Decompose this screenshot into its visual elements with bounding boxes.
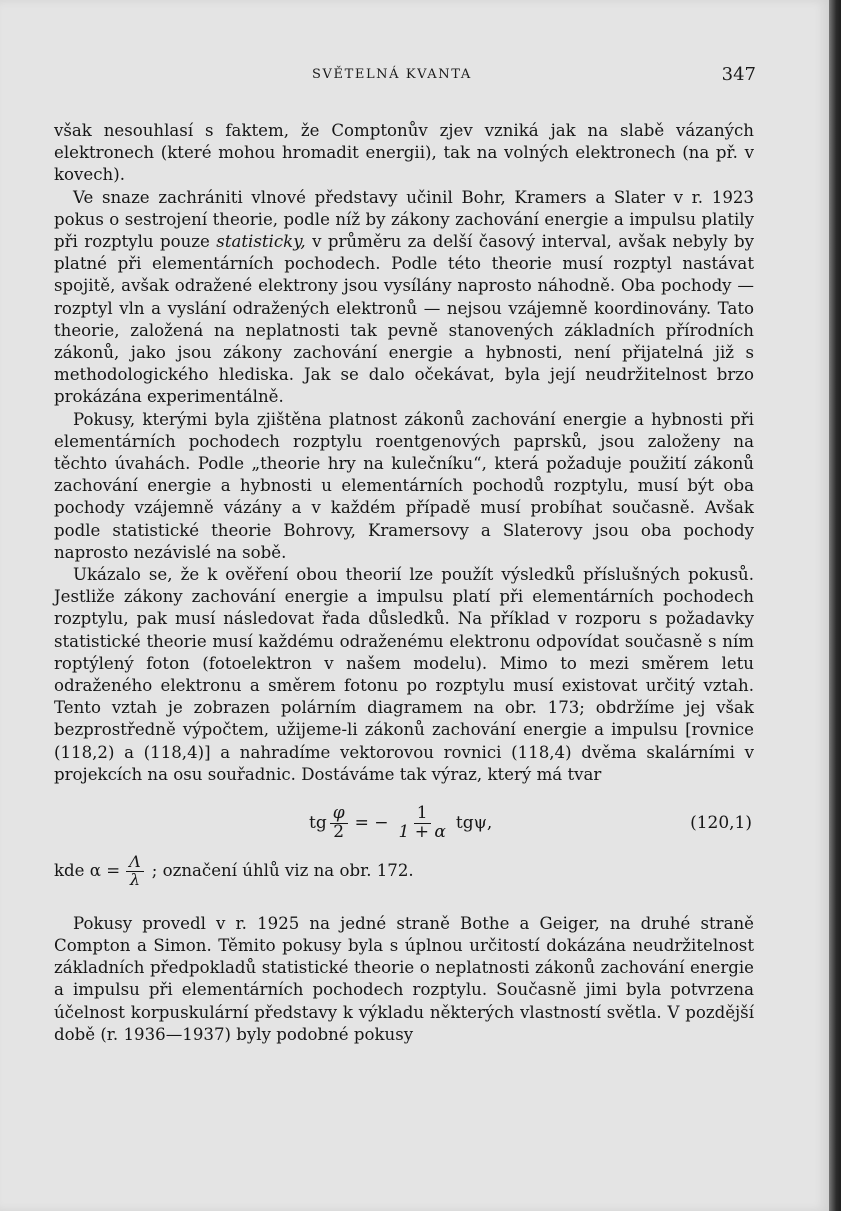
paragraph-2-rest: v průměru za delší časový interval, avšak nebyly by platné při elementárních pochodech. Podle této theorie musí rozptyl nastávat spojitě, avšak odražené elektrony jsou vysílány naprosto náhodně. Oba pochody — rozptyl vln a vyslání odražených elektronů — nejsou vzájemně koordinovány. Tato theorie, založená na neplatnosti tak pevně stanovených základních přírodních zákonů, jako jsou zákony zachování energie a hybnosti, není přijatelná již s methodologického hlediska. Jak se dalo očekávat, byla její neudržitelnost brzo prokázána experimentálně.: [54, 232, 754, 407]
paragraph-1: však nesouhlasí s faktem, že Comptonův zjev vzniká jak na slabě vázaných elektronech (které mohou hromadit energii), tak na volných elektronech (na př. v kovech).: [54, 121, 754, 185]
vertical-spacer: [54, 889, 754, 913]
rhs-term: tgψ,: [455, 812, 493, 833]
equation-body: [309, 796, 492, 850]
paragraph-2-text: Ve snaze zachrániti vlnové představy učinil Bohr, Kramers a Slater v r. 1923 pokus o sestrojení theorie, podle níž by zákony zachování energie a impulsu platily při rozptylu pouze: [54, 187, 754, 252]
body-text: [54, 120, 754, 1046]
page-number: 347: [721, 64, 756, 85]
lhs-function: tg: [309, 812, 327, 833]
paragraph-4: Ukázalo se, že k ověření obou theorií lze použít výsledků příslušných pokusů. Jestliže zákony zachování energie a impulsu platí při elementárních pochodech rozptylu, pak musí následovat řada důsledků. Na příklad v rozporu s požadavky statistické theorie musí každému odraženému elektronu odpovídat současně s ním roptýlený foton (fotoelektron v našem modelu). Mimo to mezi směrem letu odraženého elektronu a směrem fotonu po rozptylu musí existovat určitý vztah. Tento vztah je zobrazen polárním diagramem na obr. 173; obdržíme jej však bezprostředně výpočtem, užijeme-li zákonů zachování energie a impulsu [rovnice (118,2) a (118,4)] a nahradíme vektorovou rovnici (118,4) dvěma skalárními v projekcích na osu souřadnic. Dostáváme tak výraz, který má tvar: [54, 565, 754, 784]
paragraph-2: [54, 187, 754, 409]
definition-suffix: ; označení úhlů viz na obr. 172.: [151, 861, 414, 881]
definition-numerator: Λ: [126, 854, 144, 872]
coefficient-fraction: [396, 802, 449, 842]
equation-120-1: [54, 796, 754, 850]
equation-number: (120,1): [690, 813, 752, 834]
coefficient-denominator: 1 + α: [398, 821, 446, 842]
equals-minus: = −: [354, 812, 389, 833]
paragraph-5: Pokusy provedl v r. 1925 na jedné straně Bothe a Geiger, na druhé straně Compton a Simon. Těmito pokusy byla s úplnou určitostí dokázána neudržitelnost základních předpokladů statistické theorie o neplatnosti zákonů zachování energie a impulsu při elementárních pochodech rozptylu. Současně jimi byla potvrzena účelnost korpuskulární představy k výkladu některých vlastností světla. V pozdější době (r. 1936—1937) byly podobné pokusy: [54, 913, 754, 1044]
paragraph-3: Pokusy, kterými byla zjištěna platnost zákonů zachování energie a hybnosti při elementárních pochodech rozptylu roentgenových paprsků, jsou založeny na těchto úvahách. Podle „theorie hry na kulečníku“, která požaduje použití zákonů zachování energie a hybnosti u elementárních pochodů rozptylu, musí být oba pochody vzájemně vázány a v každém případě musí probíhat současně. Avšak podle statistické theorie Bohrovy, Kramersovy a Slaterovy jsou oba pochody naprosto nezávislé na sobě.: [54, 409, 754, 562]
page-edge-shadow: [829, 0, 841, 1211]
page-header: [54, 64, 756, 91]
lhs-denominator: 2: [333, 821, 345, 842]
coefficient-numerator: 1: [414, 805, 431, 824]
running-title: SVĚTELNÁ KVANTA: [312, 67, 472, 82]
lhs-fraction: [330, 802, 348, 842]
definition-denominator: λ: [129, 869, 140, 889]
definition-prefix: kde α =: [54, 861, 121, 881]
lhs-numerator: φ: [330, 805, 348, 824]
emphasis-statisticky: statisticky,: [216, 232, 306, 252]
definition-fraction: [126, 854, 144, 889]
definition-line: [54, 854, 754, 889]
